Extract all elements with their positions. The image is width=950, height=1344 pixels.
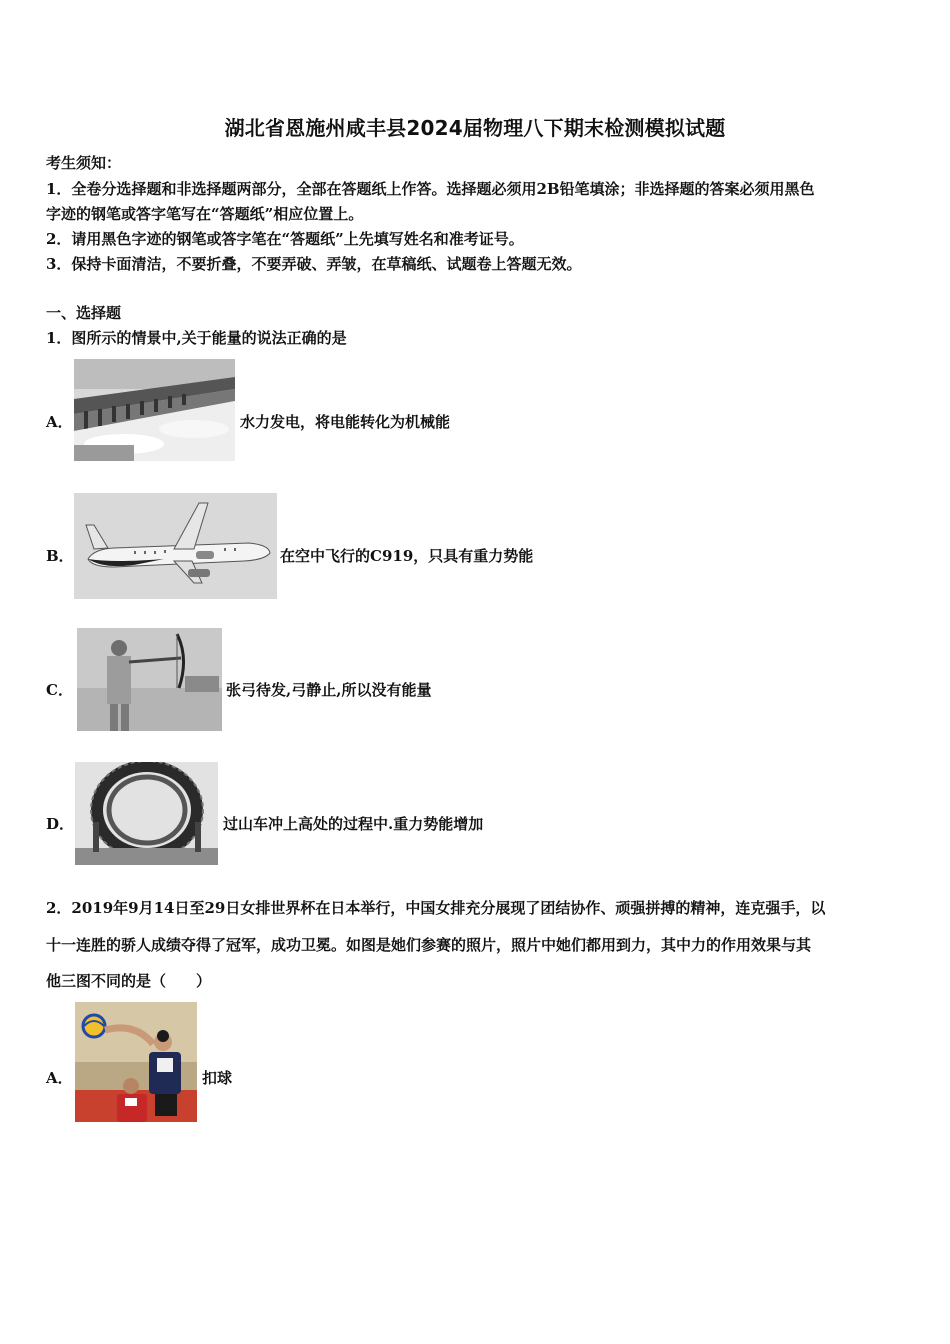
page-title: 湖北省恩施州咸丰县2024届物理八下期末检测模拟试题: [224, 116, 726, 140]
question-2-stem-line-2: 十一连胜的骄人成绩夺得了冠军，成功卫冕。如图是她们参赛的照片，照片中她们都用到力，其中力的作用效果与其: [46, 936, 812, 954]
q1-option-c-text: 张弓待发,弓静止,所以没有能量: [226, 681, 432, 699]
question-2-stem-line-1: 2．2019年9月14日至29日女排世界杯在日本举行，中国女排充分展现了团结协作、顽强拼搏的精神，连克强手，以: [46, 899, 826, 917]
question-1-stem: 1．图所示的情景中,关于能量的说法正确的是: [46, 329, 347, 347]
q1-option-d-label: D．: [46, 815, 75, 833]
q1-option-d-text: 过山车冲上高处的过程中.重力势能增加: [223, 815, 484, 833]
roller-coaster-photo: [75, 762, 218, 865]
notice-line-1: 1．全卷分选择题和非选择题两部分，全部在答题纸上作答。选择题必须用2B铅笔填涂；非选择题的答案必须用黑色: [46, 180, 815, 198]
notice-heading: 考生须知：: [46, 154, 122, 172]
q1-option-a-label: A．: [46, 413, 73, 431]
notice-line-4: 3．保持卡面清洁，不要折叠，不要弄破、弄皱，在草稿纸、试题卷上答题无效。: [46, 255, 582, 273]
airplane-photo: [74, 493, 277, 599]
q1-option-a-text: 水力发电，将电能转化为机械能: [240, 413, 451, 431]
q1-option-b-text: 在空中飞行的C919，只具有重力势能: [280, 547, 534, 565]
q1-option-b-label: B．: [46, 547, 74, 565]
q1-option-c-label: C．: [46, 681, 73, 699]
archer-photo: [77, 628, 222, 731]
question-2-stem-line-3: 他三图不同的是（ ）: [46, 972, 212, 990]
dam-photo: [74, 359, 235, 461]
q2-option-a-text: 扣球: [202, 1069, 233, 1087]
notice-line-3: 2．请用黑色字迹的钢笔或答字笔在“答题纸”上先填写姓名和准考证号。: [46, 230, 524, 248]
q2-option-a-label: A．: [46, 1069, 73, 1087]
volleyball-spike-photo: [75, 1002, 197, 1122]
notice-line-2: 字迹的钢笔或答字笔写在“答题纸”相应位置上。: [46, 205, 364, 223]
section-heading: 一、选择题: [46, 304, 122, 322]
